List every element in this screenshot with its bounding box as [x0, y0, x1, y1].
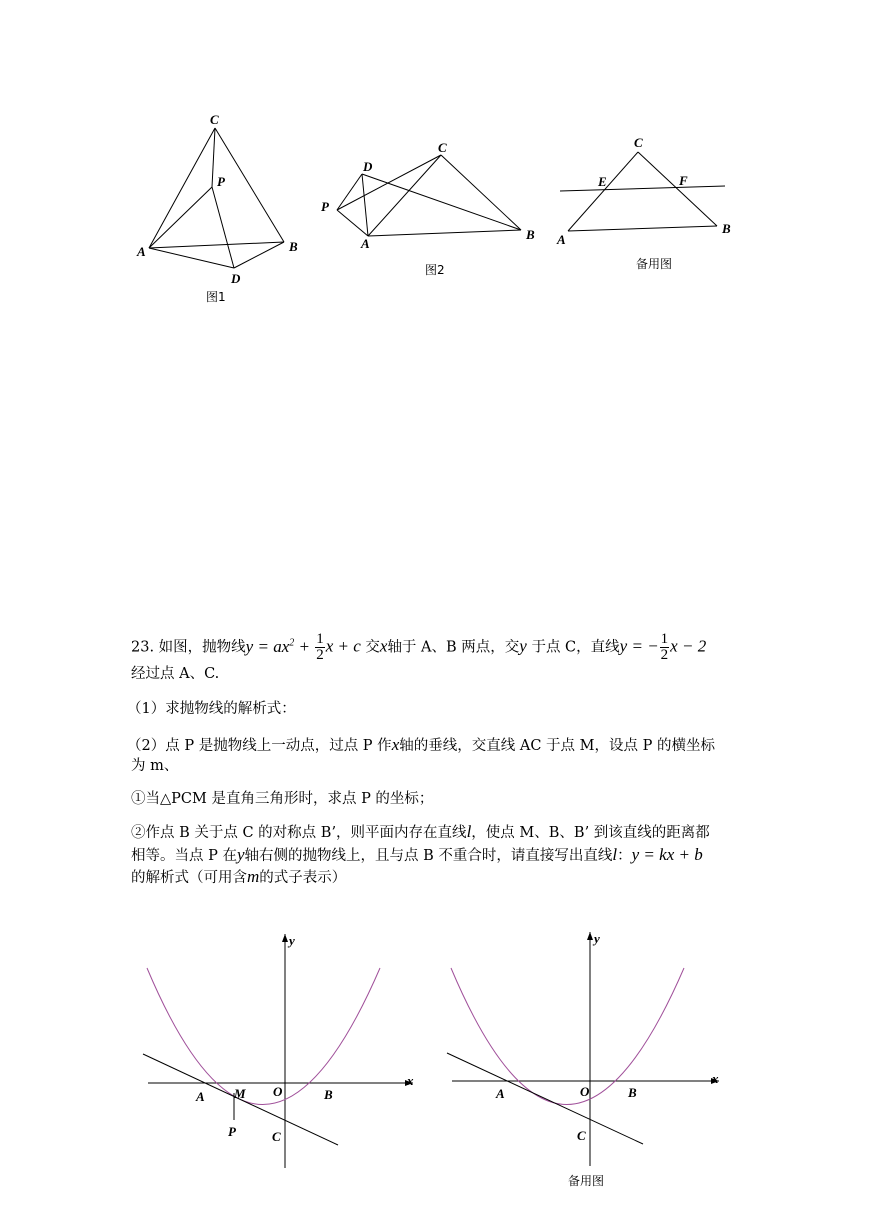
graph2-label-x: x: [712, 1071, 719, 1086]
fig2-label-C: C: [438, 140, 447, 155]
fig2-label-D: D: [363, 159, 373, 174]
top-figures: [0, 0, 869, 320]
fig3-label-E: E: [598, 174, 607, 189]
fig3-caption: 备用图: [636, 257, 673, 271]
text: 的式子表示）: [259, 870, 347, 886]
question-2b-line-2: [131, 845, 703, 866]
fig2-label-P: P: [321, 199, 329, 214]
eq2-tail: x − 2: [670, 636, 707, 656]
text: 于点 C，直线: [531, 639, 620, 656]
graph1-label-C: C: [272, 1129, 281, 1144]
frac-den: 2: [660, 647, 669, 663]
fig1-label-D: D: [231, 271, 241, 286]
var-l: l: [612, 845, 618, 864]
graph1-label-O: O: [273, 1084, 283, 1099]
problem-line-1: [131, 632, 706, 663]
graph1-label-M: M: [234, 1086, 246, 1101]
eq3: y = kx + b: [631, 845, 703, 864]
var-m: m: [247, 867, 260, 886]
graph2-label-B: B: [628, 1085, 637, 1100]
text: ，使点 M、B、B’ 到该直线的距离都: [471, 825, 710, 841]
graph1-label-P: P: [228, 1124, 236, 1139]
var-x: x: [379, 636, 388, 656]
var-y: y: [519, 636, 527, 656]
eq1-tail: x + c: [325, 636, 361, 656]
text: 轴于 A、B 两点，交: [387, 639, 520, 656]
question-2a: ①当△PCM 是直角三角形时，求点 P 的坐标；: [131, 791, 434, 807]
text: 交: [365, 639, 380, 656]
question-2b-line-1: [131, 822, 710, 843]
text: 如图，抛物线: [158, 639, 246, 656]
fig1-label-P: P: [217, 174, 225, 189]
graph2-caption: 备用图: [568, 1174, 605, 1188]
graph1-label-A: A: [196, 1089, 205, 1104]
figure-1: [149, 128, 284, 268]
graph2-label-C: C: [577, 1128, 586, 1143]
question-2b-line-3: [131, 867, 346, 888]
var-x: x: [391, 735, 400, 754]
fig2-label-B: B: [526, 227, 535, 242]
text: 的解析式（可用含: [131, 870, 247, 886]
bottom-graphs: [0, 920, 869, 1220]
fig2-label-A: A: [361, 236, 370, 251]
eq1-exp: 2: [289, 636, 295, 648]
var-l: l: [466, 822, 472, 841]
text: 轴的垂线，交直线 AC 于点 M，设点 P 的横坐标: [399, 738, 715, 754]
graph2-label-O: O: [580, 1084, 590, 1099]
frac-den: 2: [316, 647, 324, 663]
graph2-label-A: A: [496, 1086, 505, 1101]
problem-line-2: 经过点 A、C.: [131, 666, 220, 682]
fraction-half-2: [660, 632, 670, 663]
fraction-half: [315, 632, 325, 663]
graph1-label-x: x: [407, 1073, 414, 1088]
fig3-label-C: C: [634, 135, 643, 150]
figure-3: [560, 152, 725, 231]
text: （2）点 P 是抛物线上一动点，过点 P 作: [127, 738, 392, 754]
text: ：: [617, 848, 632, 864]
fig3-label-A: A: [557, 232, 566, 247]
text: ②作点 B 关于点 C 的对称点 B’，则平面内存在直线: [131, 825, 467, 841]
fig1-label-A: A: [137, 244, 146, 259]
eq2-lhs: y = −: [619, 636, 659, 656]
fig1-label-C: C: [210, 112, 219, 127]
question-2-line-2: 为 m、: [131, 758, 179, 774]
fig1-label-B: B: [289, 239, 298, 254]
fig3-label-B: B: [722, 221, 731, 236]
question-2-line-1: [127, 735, 715, 756]
text: 轴右侧的抛物线上，且与点 B 不重合时，请直接写出直线: [244, 848, 613, 864]
text: 相等。当点 P 在: [131, 848, 237, 864]
graph2-label-y: y: [594, 931, 600, 946]
graph1-label-B: B: [324, 1087, 333, 1102]
fig1-caption: 图1: [206, 290, 226, 304]
problem-number: 23.: [131, 639, 155, 656]
frac-num: 1: [660, 631, 669, 647]
question-1: （1）求抛物线的解析式：: [127, 701, 296, 717]
frac-num: 1: [316, 631, 324, 647]
var-y: y: [236, 845, 245, 864]
fig3-label-F: F: [679, 173, 688, 188]
equation-parabola: [246, 637, 315, 656]
eq1-lhs: y = ax: [245, 636, 290, 656]
fig2-caption: 图2: [425, 263, 445, 277]
eq1-plus: +: [298, 636, 310, 656]
graph1-label-y: y: [289, 933, 295, 948]
